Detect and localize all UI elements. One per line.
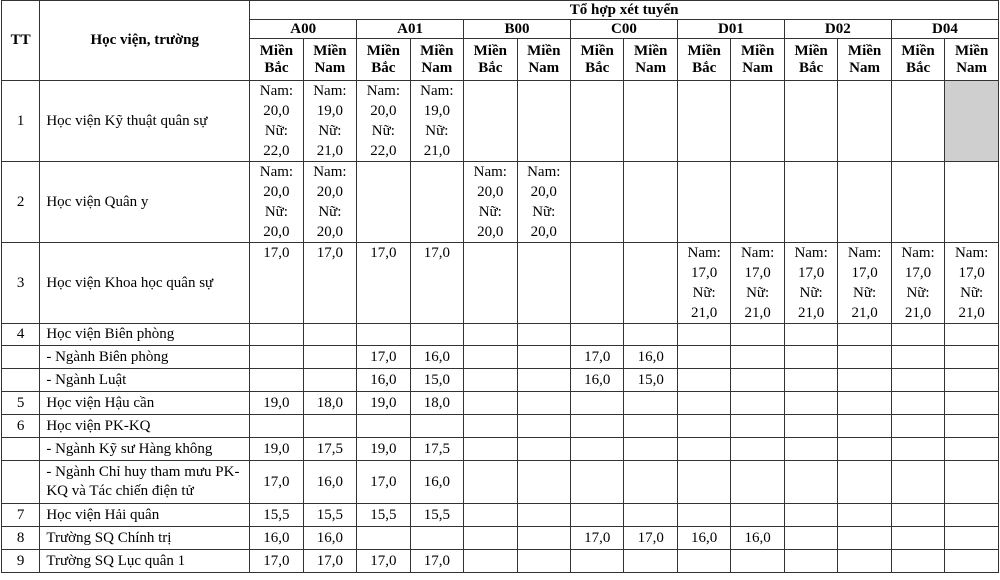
score-cell: 17,0: [250, 550, 303, 573]
score-cell: [784, 415, 837, 438]
score-cell: [838, 504, 891, 527]
header-region-d04-bac: Miền Bắc: [891, 39, 944, 81]
score-cell: [731, 369, 784, 392]
school-name: Học viện Hậu cần: [40, 392, 250, 415]
score-cell: 19,0: [357, 438, 410, 461]
score-cell: [517, 324, 570, 346]
score-cell: [357, 415, 410, 438]
header-region-b00-nam: Miền Nam: [517, 39, 570, 81]
score-cell: [517, 392, 570, 415]
score-cell: [891, 162, 944, 243]
score-cell: [731, 392, 784, 415]
row-number: 2: [2, 162, 40, 243]
score-cell: 18,0: [410, 392, 463, 415]
score-cell: Nam: 17,0 Nữ: 21,0: [945, 243, 999, 324]
score-cell: [410, 324, 463, 346]
score-cell: Nam: 17,0 Nữ: 21,0: [838, 243, 891, 324]
score-cell: [571, 438, 624, 461]
score-cell: [517, 527, 570, 550]
score-cell: [464, 550, 517, 573]
score-cell: [677, 324, 730, 346]
score-cell: [784, 346, 837, 369]
score-cell: 16,0: [357, 369, 410, 392]
score-cell: 18,0: [303, 392, 356, 415]
score-cell: [410, 527, 463, 550]
score-cell: [250, 415, 303, 438]
score-cell: Nam: 20,0 Nữ: 20,0: [517, 162, 570, 243]
score-cell: [464, 369, 517, 392]
header-region-d02-nam: Miền Nam: [838, 39, 891, 81]
header-region-d02-bac: Miền Bắc: [784, 39, 837, 81]
score-cell: Nam: 20,0 Nữ: 22,0: [250, 81, 303, 162]
table-row: [2, 527, 999, 550]
score-cell: [945, 346, 999, 369]
score-cell: [891, 415, 944, 438]
score-cell: 17,0: [357, 346, 410, 369]
score-cell: [838, 162, 891, 243]
header-combo-b00: B00: [464, 20, 571, 39]
header-combo-d02: D02: [784, 20, 891, 39]
score-cell: [945, 392, 999, 415]
header-tt: TT: [2, 1, 40, 81]
score-cell: [784, 81, 837, 162]
table-row: [2, 438, 999, 461]
score-cell: [731, 504, 784, 527]
header-region-a00-bac: Miền Bắc: [250, 39, 303, 81]
header-region-c00-nam: Miền Nam: [624, 39, 677, 81]
score-cell: Nam: 17,0 Nữ: 21,0: [731, 243, 784, 324]
score-cell: 17,5: [303, 438, 356, 461]
table-row: [2, 369, 999, 392]
score-cell: [357, 324, 410, 346]
score-cell: [571, 461, 624, 504]
score-cell: 17,0: [250, 243, 303, 324]
score-cell: [945, 162, 999, 243]
score-cell: [571, 162, 624, 243]
score-cell: Nam: 20,0 Nữ: 20,0: [303, 162, 356, 243]
score-cell: [891, 504, 944, 527]
header-region-d01-bac: Miền Bắc: [677, 39, 730, 81]
header-combo-a01: A01: [357, 20, 464, 39]
score-cell: [945, 504, 999, 527]
header-combo-d01: D01: [677, 20, 784, 39]
score-cell: [464, 81, 517, 162]
score-cell: [784, 550, 837, 573]
score-cell: [624, 324, 677, 346]
score-cell: 16,0: [250, 527, 303, 550]
score-cell: [838, 550, 891, 573]
score-cell: 19,0: [250, 392, 303, 415]
score-cell: 17,0: [571, 527, 624, 550]
score-cell: [838, 527, 891, 550]
score-cell: [945, 369, 999, 392]
score-cell: [945, 527, 999, 550]
table-row: [2, 81, 999, 162]
score-cell: [571, 504, 624, 527]
school-name: Học viện Kỹ thuật quân sự: [40, 81, 250, 162]
score-cell: [571, 415, 624, 438]
score-cell: [784, 461, 837, 504]
score-cell: [891, 324, 944, 346]
row-number: 1: [2, 81, 40, 162]
score-cell: 17,0: [624, 527, 677, 550]
score-cell: [731, 461, 784, 504]
table-row: [2, 392, 999, 415]
header-region-d01-nam: Miền Nam: [731, 39, 784, 81]
score-cell: [571, 243, 624, 324]
score-cell: [624, 461, 677, 504]
score-cell: [891, 346, 944, 369]
header-region-d04-nam: Miền Nam: [945, 39, 999, 81]
score-cell: 15,5: [410, 504, 463, 527]
score-cell: 16,0: [303, 461, 356, 504]
score-cell: [303, 346, 356, 369]
header-combination-group: Tổ hợp xét tuyển: [250, 1, 999, 20]
score-cell: 17,0: [410, 550, 463, 573]
score-cell: [410, 162, 463, 243]
header-region-a01-nam: Miền Nam: [410, 39, 463, 81]
score-cell: [677, 346, 730, 369]
score-cell: Nam: 17,0 Nữ: 21,0: [677, 243, 730, 324]
header-school: Học viện, trường: [40, 1, 250, 81]
score-cell: [464, 438, 517, 461]
row-number: [2, 346, 40, 369]
score-cell: 16,0: [677, 527, 730, 550]
header-region-a00-nam: Miền Nam: [303, 39, 356, 81]
score-cell: 17,0: [250, 461, 303, 504]
score-cell: Nam: 20,0 Nữ: 20,0: [464, 162, 517, 243]
header-combo-c00: C00: [571, 20, 678, 39]
score-cell: Nam: 19,0 Nữ: 21,0: [410, 81, 463, 162]
score-cell: [891, 392, 944, 415]
score-cell: [838, 346, 891, 369]
score-cell: 15,5: [250, 504, 303, 527]
score-cell: [517, 369, 570, 392]
score-cell: [410, 415, 463, 438]
school-name: - Ngành Biên phòng: [40, 346, 250, 369]
score-cell: [891, 461, 944, 504]
score-cell: [464, 461, 517, 504]
table-row: [2, 550, 999, 573]
school-name: - Ngành Chỉ huy tham mưu PK-KQ và Tác chiến điện tử: [40, 461, 250, 504]
row-number: 6: [2, 415, 40, 438]
score-cell: [250, 369, 303, 392]
score-cell: [464, 504, 517, 527]
score-cell: [731, 415, 784, 438]
score-cell: [624, 550, 677, 573]
score-cell: [624, 81, 677, 162]
score-cell: 16,0: [410, 346, 463, 369]
score-cell: [517, 243, 570, 324]
score-cell: 19,0: [357, 392, 410, 415]
score-cell: [838, 461, 891, 504]
score-cell: [517, 346, 570, 369]
school-name: Trường SQ Chính trị: [40, 527, 250, 550]
score-cell: [945, 550, 999, 573]
score-cell: [945, 324, 999, 346]
admission-score-table: [1, 0, 999, 573]
score-cell: [517, 415, 570, 438]
score-cell: [677, 461, 730, 504]
score-cell: 16,0: [624, 346, 677, 369]
row-number: 8: [2, 527, 40, 550]
score-cell: [464, 527, 517, 550]
table-row: [2, 346, 999, 369]
score-cell: [838, 392, 891, 415]
score-cell: [784, 324, 837, 346]
score-cell: [357, 527, 410, 550]
score-cell: [517, 438, 570, 461]
score-cell: [945, 438, 999, 461]
score-cell: [571, 324, 624, 346]
score-cell: [464, 243, 517, 324]
score-cell: [571, 392, 624, 415]
school-name: Học viện PK-KQ: [40, 415, 250, 438]
score-cell: [891, 369, 944, 392]
score-cell: 15,0: [624, 369, 677, 392]
score-cell: [731, 81, 784, 162]
score-cell: 16,0: [571, 369, 624, 392]
school-name: Trường SQ Lục quân 1: [40, 550, 250, 573]
score-cell: [945, 415, 999, 438]
score-cell: 17,0: [303, 243, 356, 324]
row-number: 9: [2, 550, 40, 573]
row-number: [2, 461, 40, 504]
table-row: [2, 415, 999, 438]
score-cell: Nam: 20,0 Nữ: 20,0: [250, 162, 303, 243]
score-cell: [784, 392, 837, 415]
score-cell: [464, 324, 517, 346]
score-cell: [250, 324, 303, 346]
score-cell: 17,0: [571, 346, 624, 369]
score-cell: [517, 81, 570, 162]
score-cell: [838, 324, 891, 346]
score-cell: [677, 369, 730, 392]
score-cell: [891, 550, 944, 573]
row-number: 3: [2, 243, 40, 324]
table-row: [2, 504, 999, 527]
score-cell: [731, 346, 784, 369]
score-cell: [945, 81, 999, 162]
score-cell: [677, 438, 730, 461]
table-row: [2, 162, 999, 243]
score-cell: [357, 162, 410, 243]
score-cell: 17,5: [410, 438, 463, 461]
score-cell: [677, 81, 730, 162]
score-cell: 17,0: [303, 550, 356, 573]
score-cell: [677, 162, 730, 243]
row-number: 7: [2, 504, 40, 527]
score-cell: [464, 346, 517, 369]
score-cell: [784, 527, 837, 550]
header-region-a01-bac: Miền Bắc: [357, 39, 410, 81]
score-cell: [677, 504, 730, 527]
score-cell: [838, 415, 891, 438]
score-cell: [731, 162, 784, 243]
score-cell: [303, 369, 356, 392]
score-cell: 15,5: [303, 504, 356, 527]
score-cell: [784, 438, 837, 461]
score-cell: Nam: 17,0 Nữ: 21,0: [891, 243, 944, 324]
header-region-b00-bac: Miền Bắc: [464, 39, 517, 81]
score-cell: [891, 527, 944, 550]
score-cell: [517, 504, 570, 527]
table-row: [2, 243, 999, 324]
score-cell: 16,0: [731, 527, 784, 550]
score-cell: [624, 438, 677, 461]
score-cell: [571, 81, 624, 162]
score-cell: [731, 324, 784, 346]
score-cell: Nam: 20,0 Nữ: 22,0: [357, 81, 410, 162]
score-cell: 15,5: [357, 504, 410, 527]
header-region-c00-bac: Miền Bắc: [571, 39, 624, 81]
score-cell: [464, 392, 517, 415]
score-cell: [624, 243, 677, 324]
score-cell: 17,0: [357, 550, 410, 573]
school-name: Học viện Quân y: [40, 162, 250, 243]
school-name: Học viện Biên phòng: [40, 324, 250, 346]
score-cell: [464, 415, 517, 438]
score-cell: [891, 81, 944, 162]
score-cell: 19,0: [250, 438, 303, 461]
score-cell: [677, 550, 730, 573]
score-cell: 17,0: [410, 243, 463, 324]
school-name: Học viện Khoa học quân sự: [40, 243, 250, 324]
school-name: Học viện Hải quân: [40, 504, 250, 527]
score-cell: [624, 504, 677, 527]
school-name: - Ngành Kỹ sư Hàng không: [40, 438, 250, 461]
score-cell: [945, 461, 999, 504]
score-cell: [677, 392, 730, 415]
score-cell: [891, 438, 944, 461]
row-number: 4: [2, 324, 40, 346]
score-cell: [838, 369, 891, 392]
score-cell: [784, 504, 837, 527]
row-number: [2, 369, 40, 392]
score-cell: 17,0: [357, 243, 410, 324]
score-cell: [624, 392, 677, 415]
score-cell: [784, 162, 837, 243]
table-row: [2, 461, 999, 504]
score-cell: [517, 461, 570, 504]
score-cell: [303, 324, 356, 346]
score-cell: [624, 162, 677, 243]
score-cell: [677, 415, 730, 438]
score-cell: [731, 550, 784, 573]
score-cell: Nam: 17,0 Nữ: 21,0: [784, 243, 837, 324]
header-combo-d04: D04: [891, 20, 998, 39]
score-cell: [517, 550, 570, 573]
score-cell: Nam: 19,0 Nữ: 21,0: [303, 81, 356, 162]
score-cell: [624, 415, 677, 438]
score-cell: [303, 415, 356, 438]
score-cell: [250, 346, 303, 369]
school-name: - Ngành Luật: [40, 369, 250, 392]
score-cell: 15,0: [410, 369, 463, 392]
score-cell: [838, 438, 891, 461]
score-cell: 16,0: [303, 527, 356, 550]
score-cell: [571, 550, 624, 573]
score-cell: 16,0: [410, 461, 463, 504]
score-cell: [784, 369, 837, 392]
row-number: [2, 438, 40, 461]
row-number: 5: [2, 392, 40, 415]
score-cell: [731, 438, 784, 461]
table-row: [2, 324, 999, 346]
score-cell: [838, 81, 891, 162]
score-cell: 17,0: [357, 461, 410, 504]
header-combo-a00: A00: [250, 20, 357, 39]
